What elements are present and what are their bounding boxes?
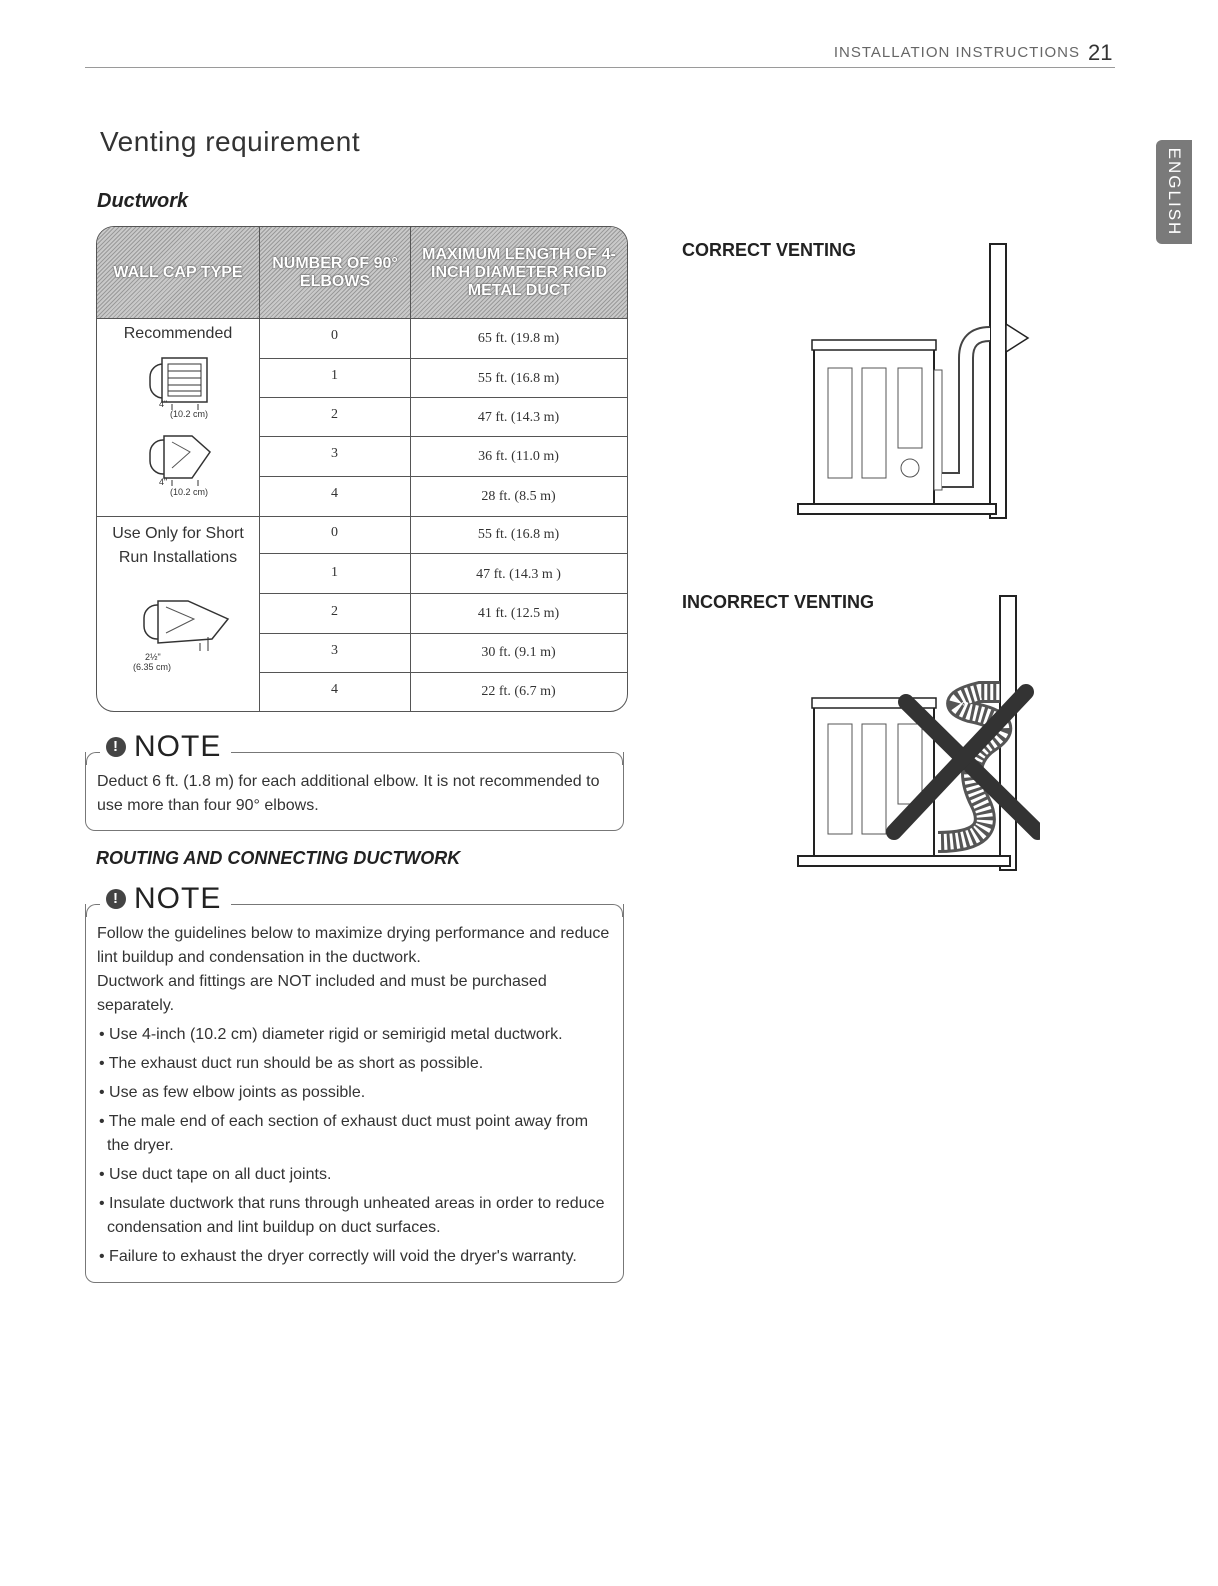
length-cell: 47 ft. (14.3 m ) [476,567,561,582]
elbows-cell: 4 [331,486,338,501]
row-divider [259,476,627,477]
length-cell: 36 ft. (11.0 m) [478,449,559,464]
page-number: 21 [1088,40,1113,65]
length-cell: 55 ft. (16.8 m) [477,371,560,386]
group-divider [97,516,627,517]
length-cell: 41 ft. (12.5 m) [477,606,560,621]
cap-type-short-run-line1: Use Only for Short [112,525,244,542]
incorrect-venting-label: INCORRECT VENTING [682,592,875,612]
col-header-max-length: MAXIMUM LENGTH OF 4-INCH DIAMETER RIGID METAL DUCT [422,245,616,299]
elbows-cell: 0 [331,525,338,540]
col-header-wall-cap: WALL CAP TYPE [113,263,243,281]
row-divider [259,397,627,398]
row-divider [259,633,627,634]
elbows-cell: 4 [331,682,338,697]
row-divider [259,593,627,594]
wall-cap-hood-icon [142,597,242,657]
length-cell: 55 ft. (16.8 m) [477,527,560,542]
length-cell: 30 ft. (9.1 m) [481,645,556,660]
length-cell: 65 ft. (19.8 m) [477,331,560,346]
note-title: NOTE [134,882,222,915]
row-divider [259,358,627,359]
dim-label: (10.2 cm) [170,409,209,419]
ductwork-table [96,226,628,712]
header-rule [85,67,1115,68]
length-cell: 22 ft. (6.7 m) [481,684,556,699]
exclamation-icon: ! [106,889,126,909]
cap-type-short-run-line2: Run Installations [118,549,238,566]
note-heading [100,882,231,916]
language-tab [1156,140,1192,244]
length-cell: 28 ft. (8.5 m) [481,489,556,504]
dim-label: (10.2 cm) [170,487,209,497]
elbows-cell: 3 [331,643,338,658]
dim-label: 4" [159,399,168,409]
incorrect-venting-illustration [790,592,1040,874]
list-item: • The exhaust duct run should be as short as possible. [99,1055,484,1072]
routing-heading: ROUTING AND CONNECTING DUCTWORK [96,848,461,868]
list-item: • Failure to exhaust the dryer correctly will void the dryer's warranty. [99,1248,577,1265]
dim-label: 4" [159,477,168,487]
list-item: • The male end of each section of exhaust duct must point away from the dryer. [99,1113,589,1154]
note-box [85,882,624,1283]
list-item: • Use duct tape on all duct joints. [99,1166,332,1183]
row-divider [97,318,627,319]
language-tab-label: ENGLISH [1165,147,1184,237]
dim-label: 2½" [145,652,161,662]
list-item: • Insulate ductwork that runs through unheated areas in order to reduce condensation and lint buildup on duct surfaces. [99,1195,605,1236]
dim-label: (6.35 cm) [133,662,172,672]
note-text: Deduct 6 ft. (1.8 m) for each additional elbow. It is not recommended to use more than four 90° elbows. [97,773,600,814]
elbows-cell: 2 [331,604,338,619]
row-divider [259,672,627,673]
col-header-elbows: NUMBER OF 90° ELBOWS [272,254,398,290]
elbows-cell: 3 [331,446,338,461]
correct-venting-illustration [790,240,1040,522]
length-cell: 47 ft. (14.3 m) [477,410,560,425]
elbows-cell: 1 [331,565,338,580]
cap-type-recommended: Recommended [123,325,233,342]
correct-venting-label: CORRECT VENTING [682,240,857,260]
col-divider [410,227,411,711]
header-section: INSTALLATION INSTRUCTIONS [833,44,1080,61]
row-divider [259,553,627,554]
elbows-cell: 2 [331,407,338,422]
note-intro: Ductwork and fittings are NOT included and must be purchased separately. [97,973,547,1014]
note-body [97,922,611,1269]
elbows-cell: 1 [331,368,338,383]
list-item: • Use as few elbow joints as possible. [99,1084,366,1101]
ductwork-heading: Ductwork [97,190,189,212]
elbows-cell: 0 [331,328,338,343]
list-item: • Use 4-inch (10.2 cm) diameter rigid or semirigid metal ductwork. [99,1026,563,1043]
note-box [85,730,624,831]
note-title: NOTE [134,730,222,763]
note-intro: Follow the guidelines below to maximize drying performance and reduce lint buildup and condensation in the ductwork. [97,925,610,966]
page-title: Venting requirement [100,126,361,157]
col-divider [259,227,260,711]
exclamation-icon: ! [106,737,126,757]
row-divider [259,436,627,437]
note-heading [100,730,231,764]
